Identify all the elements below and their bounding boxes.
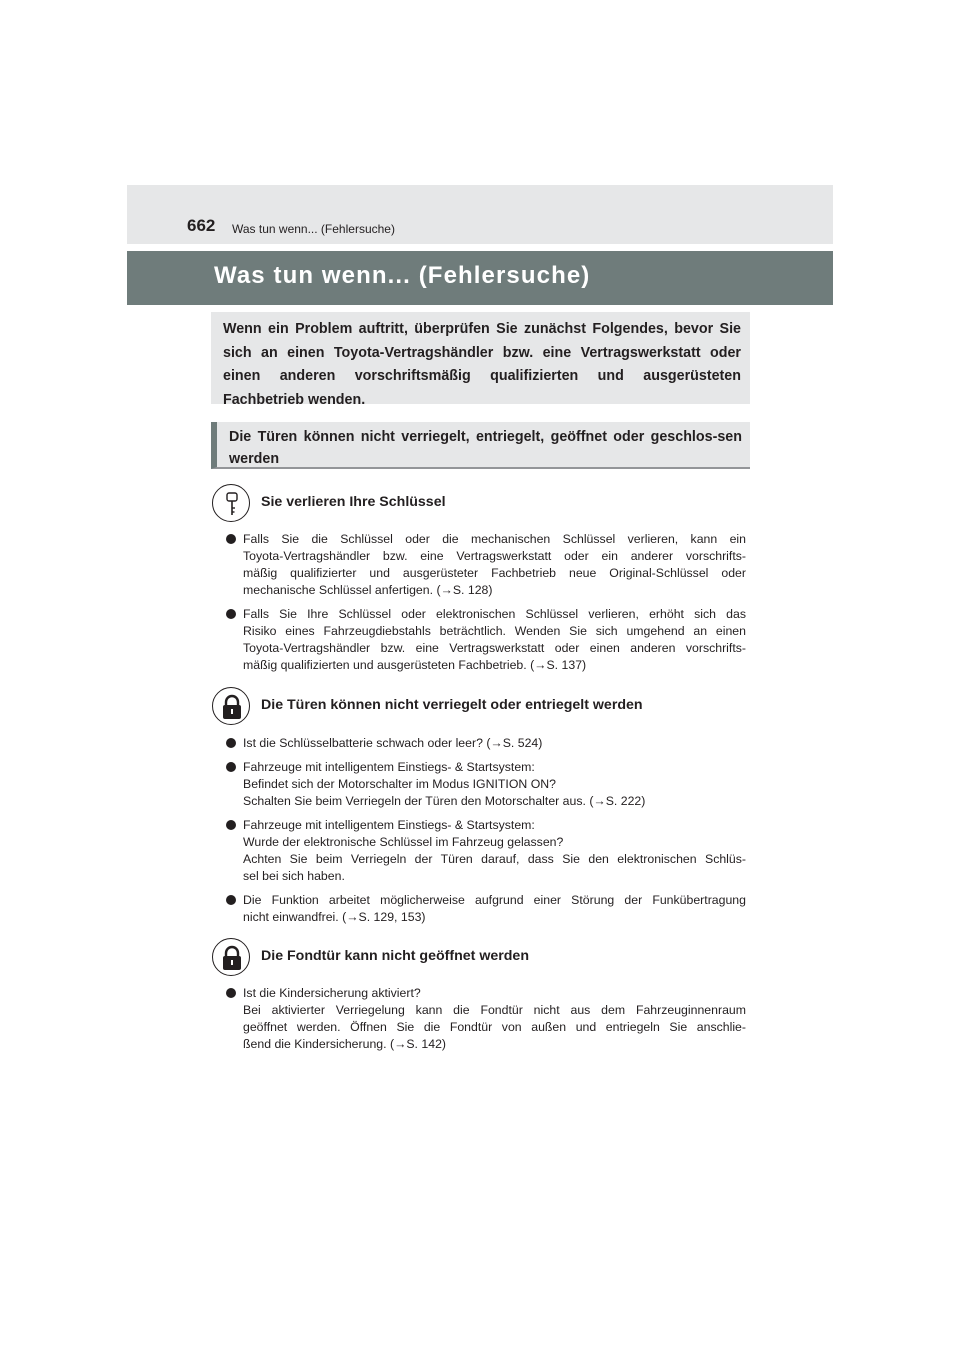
list-item: Falls Sie die Schlüssel oder die mechanischen Schlüssel verlieren, kann ein Toyota-Vertragshändler bzw. eine Vertragswerkstatt oder ein anderer vorschrifts- mäßig qualifizierter und ausgerüsteter Fachbetrieb neue Original-Schlüssel oder mechanische Schlüssel anfertigen. (→S. 128) <box>226 531 746 599</box>
list-item: Fahrzeuge mit intelligentem Einstiegs- & Startsystem: Wurde der elektronische Schlüssel im Fahrzeug gelassen? Achten Sie beim Verriegeln der Türen darauf, dass Sie den elektronischen Schlüs- sel bei sich haben. <box>226 817 746 885</box>
bullet-list <box>226 985 746 1060</box>
page-number: 662 <box>187 216 216 235</box>
subsection-title: Die Fondtür kann nicht geöffnet werden <box>261 948 529 964</box>
intro-text: Wenn ein Problem auftritt, überprüfen Sie zunächst Folgendes, bevor Sie sich an einen Toyota-Vertragshändler bzw. eine Vertragswerkstatt oder einen anderen vorschriftsmäßig qualifizierten und ausgerüsteten Fachbetrieb wenden. <box>223 321 741 408</box>
list-item: Falls Sie Ihre Schlüssel oder elektronischen Schlüssel verlieren, erhöht sich das Risiko eines Fahrzeugdiebstahls beträchtlich. Wenden Sie sich umgehend an einen Toyota-Vertragshändler bzw. eine Vertragswerkstatt oder einen anderen vorschrifts- mäßig qualifizierten und ausgerüsteten Fachbetrieb. (→S. 137) <box>226 606 746 674</box>
section-heading <box>211 422 750 469</box>
bullet-dot-icon <box>226 762 236 772</box>
bullet-dot-icon <box>226 609 236 619</box>
intro-box <box>211 312 750 408</box>
section-title: Die Türen können nicht verriegelt, entriegelt, geöffnet oder geschlos-sen werden <box>229 429 742 467</box>
running-title: Was tun wenn... (Fehlersuche) <box>232 222 395 236</box>
bullet-dot-icon <box>226 895 236 905</box>
bullet-list <box>226 735 746 933</box>
bullet-dot-icon <box>226 988 236 998</box>
bullet-dot-icon <box>226 534 236 544</box>
list-item: Die Funktion arbeitet möglicherweise aufgrund einer Störung der Funkübertragung nicht einwandfrei. (→S. 129, 153) <box>226 892 746 926</box>
list-item: Ist die Kindersicherung aktiviert? Bei aktivierter Verriegelung kann die Fondtür nicht aus dem Fahrzeuginnenraum geöffnet werden. Öffnen Sie die Fondtür von außen und entriegeln Sie anschlie- ßend die Kindersicherung. (→S. 142) <box>226 985 746 1053</box>
bullet-dot-icon <box>226 820 236 830</box>
lock-icon <box>212 687 250 725</box>
bullet-list <box>226 531 746 681</box>
lock-icon <box>212 938 250 976</box>
subsection-title: Sie verlieren Ihre Schlüssel <box>261 494 446 510</box>
list-item: Fahrzeuge mit intelligentem Einstiegs- & Startsystem: Befindet sich der Motorschalter im Modus IGNITION ON? Schalten Sie beim Verriegeln der Türen den Motorschalter aus. (→S. 222) <box>226 759 746 810</box>
list-item: Ist die Schlüsselbatterie schwach oder leer? (→S. 524) <box>226 735 746 752</box>
subsection-title: Die Türen können nicht verriegelt oder entriegelt werden <box>261 697 643 713</box>
page-title: Was tun wenn... (Fehlersuche) <box>214 262 591 289</box>
bullet-dot-icon <box>226 738 236 748</box>
key-icon <box>212 484 250 522</box>
